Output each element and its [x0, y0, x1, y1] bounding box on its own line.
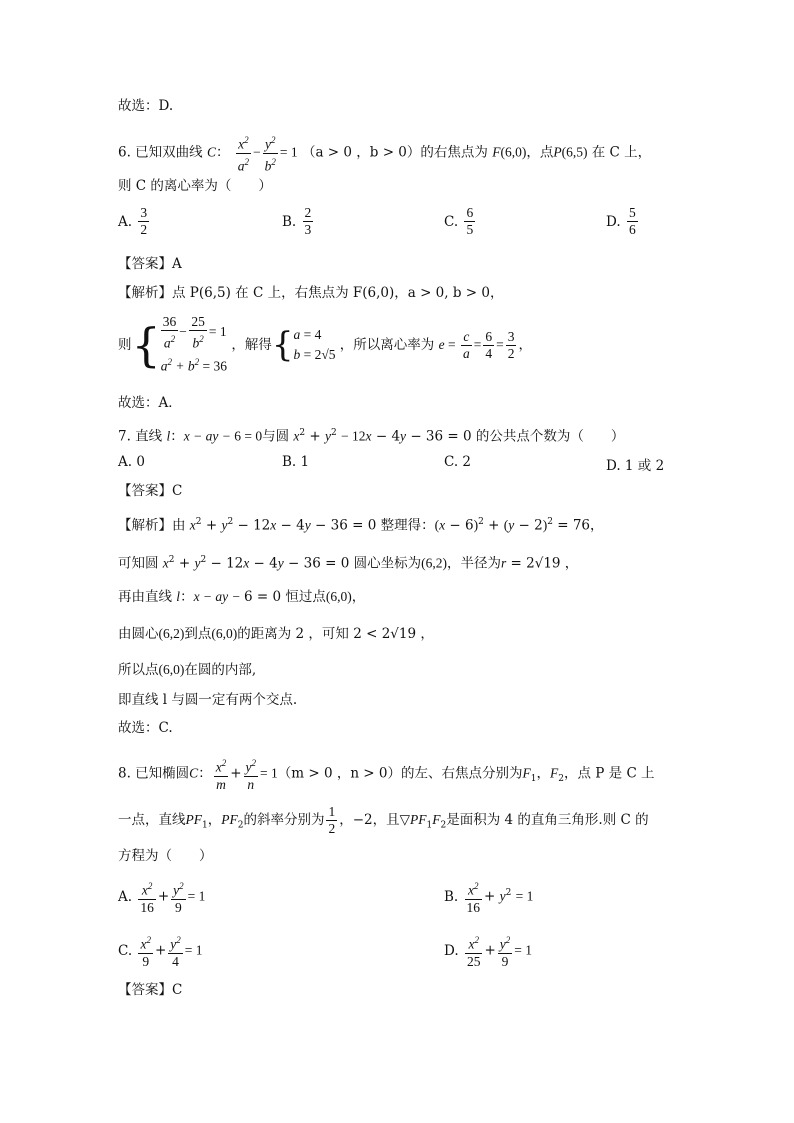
analysis-line: 【解析】由 $x^2 + y^2 - 12x - 4y - 36 = 0$ 整理得：$(x - 6)^2 + (y - 2)^2 = 76$，: [118, 517, 604, 534]
answer: 【答案】C: [118, 982, 183, 998]
equation-system: 则{ $\frac{36}{a^2}$ − $\frac{25}{b^2}$ = 1 $a^2 + b^2 = 36$ ，解得{a = 4 b = 2√5 ，所以离心率为 e = $\frac{c}{a}$ = $\frac{6}{4}$ = $\frac{3}{2}$ ，: [118, 314, 532, 373]
formula: F: [492, 144, 501, 160]
question-8-stem: 8. 已知椭圆C： $\frac{x^2}{m}$ + $\frac{y^2}{n}$ = 1（m > 0 ，n > 0）的左、右焦点分别为$F_1$，$F_2$，点 P 是 C 上: [118, 755, 655, 793]
answer: 【答案】C: [118, 483, 183, 499]
question-8-line3: 方程为（ ）: [118, 848, 213, 864]
option-c: C. 2: [444, 454, 472, 470]
option-b: B. $\frac{2}{3}$: [282, 205, 312, 237]
question-6-line2: 则 C 的离心率为（ ）: [118, 178, 272, 194]
option-d: D. 1 或 2: [606, 458, 665, 474]
analysis-line: 可知圆 $x^2 + y^2 - 12x - 4y - 36 = 0$ 圆心坐标为(6,2)，半径为r = 2√19 ，: [118, 555, 579, 572]
option-a: A. $\frac{x^2}{16}$ + $\frac{y^2}{9}$ = 1: [118, 878, 205, 916]
option-c: C. $\frac{x^2}{9}$ + $\frac{y^2}{4}$ = 1: [118, 932, 203, 970]
analysis-line: 所以点(6,0)在圆的内部,: [118, 662, 257, 678]
analysis-line: 【解析】点 P(6,5) 在 C 上，右焦点为 F(6,0)，a > 0, b > 0，: [118, 285, 504, 301]
option-b: B. $\frac{x^2}{16}$ + $y^2 = 1$: [444, 878, 533, 916]
question-7-stem: 7. 直线 l：x − ay − 6 = 0与圆 $x^2 + y^2 - 12x - 4y - 36 = 0$ 的公共点个数为（ ）: [118, 428, 625, 445]
option-c: C. $\frac{6}{5}$: [444, 205, 474, 237]
formula: $\frac{x^2}{a^2}$: [236, 132, 251, 174]
analysis-line: 再由直线 l：x − ay − 6 = 0 恒过点(6,0)，: [118, 589, 366, 605]
option-d: D. $\frac{5}{6}$: [606, 205, 636, 237]
option-a: A. 0: [118, 454, 145, 470]
question-number: 6. 已知双曲线: [118, 144, 203, 161]
analysis-line: 即直线 l 与圆一定有两个交点.: [118, 692, 298, 708]
option-d: D. $\frac{x^2}{25}$ + $\frac{y^2}{9}$ = 1: [444, 932, 532, 970]
question-8-line2: 一点，直线$PF_1$，$PF_2$的斜率分别为 $\frac{1}{2}$ ，−2，且$▽PF_1F_2$是面积为 4 的直角三角形.则 C 的: [118, 804, 649, 836]
question-6-stem: 6. 已知双曲线 C： $\frac{x^2}{a^2}$ − $\frac{y^2}{b^2}$ = 1 （a > 0 ，b > 0）的右焦点为 F(6,0)，点P(6,5) 在 C 上，: [118, 132, 651, 174]
analysis-line: 由圆心(6,2)到点(6,0)的距离为 2 ，可知 2 < 2√19 ，: [118, 626, 434, 642]
option-b: B. 1: [282, 454, 310, 470]
option-a: A. $\frac{3}{2}$: [118, 205, 148, 237]
text-line: 故选：A．: [118, 395, 182, 411]
text-line: 故选：C.: [118, 720, 173, 736]
answer: 【答案】A: [118, 256, 182, 272]
text-line: 故选：D.: [118, 98, 174, 114]
